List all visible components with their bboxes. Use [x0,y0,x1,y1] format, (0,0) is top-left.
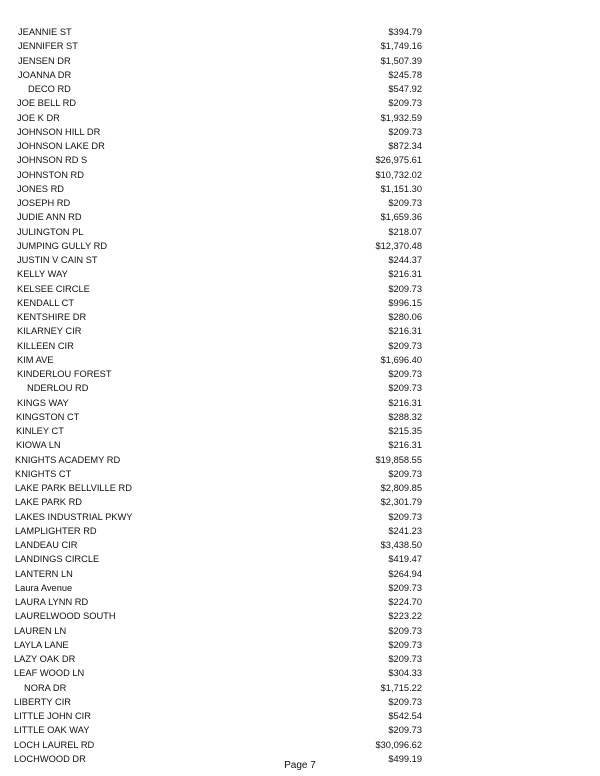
street-name: LAKE PARK RD [15,497,82,508]
street-name: KNIGHTS CT [15,468,72,479]
street-name: LAKE PARK BELLVILLE RD [15,483,132,493]
table-row [0,196,600,210]
amount-value: $1,715.22 [380,682,422,693]
table-row [0,695,600,709]
table-row [0,495,600,509]
amount-value: $209.73 [388,126,422,137]
street-name: LITTLE OAK WAY [14,725,90,736]
street-name: JOE BELL RD [17,98,77,109]
table-row [0,453,600,467]
amount-value: $209.73 [388,283,422,294]
amount-value: $245.78 [388,69,422,80]
table-row [0,54,600,68]
street-name: LAKES INDUSTRIAL PKWY [15,511,133,522]
amount-value: $1,749.16 [380,41,422,52]
table-row [0,367,600,381]
street-name: LANDINGS CIRCLE [15,554,100,565]
street-name: JENNIFER ST [18,41,78,52]
street-name: KELSEE CIRCLE [17,283,90,294]
table-row [0,267,600,281]
table-row [0,111,600,125]
street-name: LANDEAU CIR [15,540,78,550]
table-row [0,96,600,110]
table-row [0,324,600,338]
street-name: DECO RD [28,84,71,94]
table-row [0,82,600,96]
street-name: LAMPLIGHTER RD [15,525,97,536]
table-row [0,481,600,495]
amount-value: $10,732.02 [375,169,422,180]
street-name: JOHNSON RD S [17,155,88,166]
table-row [0,738,600,752]
table-row [0,709,600,723]
table-row [0,424,600,438]
amount-value: $209.73 [388,340,422,351]
street-name: JENSEN DR [18,55,71,66]
table-row [0,652,600,666]
table-row [0,638,600,652]
street-name: Laura Avenue [15,582,73,593]
table-row [0,39,600,53]
table-row [0,153,600,167]
table-row [0,68,600,82]
street-name: KELLY WAY [17,269,68,280]
street-name: KINLEY CT [16,426,64,436]
street-name: NDERLOU RD [27,383,89,394]
amount-value: $419.47 [388,554,422,565]
amount-value: $288.32 [388,411,422,422]
street-name: KILARNEY CIR [17,326,82,337]
street-name: JUSTIN V CAIN ST [17,255,98,265]
street-name: JOSEPH RD [17,198,71,208]
street-name: NORA DR [24,682,67,693]
amount-value: $215.35 [388,426,422,436]
table-row [0,410,600,424]
amount-value: $209.73 [388,654,422,664]
table-row [0,552,600,566]
street-name: LEAF WOOD LN [14,668,85,679]
table-row [0,310,600,324]
amount-value: $209.73 [388,468,422,479]
street-name: KILLEEN CIR [17,340,74,351]
table-row [0,339,600,353]
street-name: LIBERTY CIR [14,696,72,707]
amount-value: $224.70 [388,597,422,607]
amount-value: $209.73 [388,98,422,109]
street-name: LOCHWOOD DR [14,753,86,764]
table-row [0,239,600,253]
amount-value: $1,932.59 [380,112,422,123]
street-name: KINDERLOU FOREST [17,369,112,379]
amount-value: $209.73 [388,639,422,650]
table-row [0,25,600,39]
amount-value: $209.73 [388,198,422,208]
amount-value: $2,301.79 [380,497,422,508]
street-name: JOHNSTON RD [17,169,84,180]
table-row [0,524,600,538]
table-row [0,225,600,239]
table-row [0,353,600,367]
street-amount-list [0,25,600,766]
street-name: KIM AVE [17,354,54,365]
amount-value: $209.73 [388,582,422,593]
table-row [0,538,600,552]
table-row [0,438,600,452]
amount-value: $996.15 [388,297,422,308]
table-row [0,624,600,638]
amount-value: $241.23 [388,525,422,536]
amount-value: $1,507.39 [380,55,422,66]
amount-value: $280.06 [388,312,422,322]
table-row [0,210,600,224]
amount-value: $244.37 [388,255,422,265]
amount-value: $872.34 [388,141,422,151]
street-name: JOANNA DR [18,69,72,80]
page-number: Page 7 [284,760,316,771]
amount-value: $542.54 [388,711,422,721]
amount-value: $19,858.55 [375,454,422,465]
amount-value: $26,975.61 [375,155,422,166]
amount-value: $30,096.62 [375,739,422,750]
street-name: LAUREN LN [14,625,67,636]
street-name: LAURELWOOD SOUTH [15,611,116,622]
street-name: JUMPING GULLY RD [17,240,108,251]
amount-value: $209.73 [388,511,422,522]
amount-value: $216.31 [388,269,422,280]
street-name: KNIGHTS ACADEMY RD [15,454,121,465]
table-row [0,182,600,196]
table-row [0,282,600,296]
amount-value: $218.07 [388,226,422,237]
table-row [0,723,600,737]
street-name: LAURA LYNN RD [15,597,89,607]
amount-value: $264.94 [388,568,422,579]
table-row [0,125,600,139]
table-row [0,396,600,410]
amount-value: $216.31 [388,397,422,408]
street-name: JUDIE ANN RD [17,212,82,223]
table-row [0,168,600,182]
street-name: KENTSHIRE DR [17,312,87,322]
street-name: KENDALL CT [17,297,75,308]
amount-value: $1,696.40 [380,354,422,365]
street-name: JOE K DR [17,112,60,123]
amount-value: $2,809.85 [380,483,422,493]
amount-value: $547.92 [388,84,422,94]
street-name: KINGSTON CT [16,411,80,422]
amount-value: $209.73 [388,625,422,636]
street-name: JULINGTON PL [17,226,84,237]
street-name: LITTLE JOHN CIR [14,711,91,721]
street-name: JONES RD [17,183,65,194]
street-name: LAZY OAK DR [14,654,76,664]
amount-value: $216.31 [388,326,422,337]
amount-value: $209.73 [388,725,422,736]
amount-value: $209.73 [388,383,422,394]
table-row [0,253,600,267]
amount-value: $499.19 [388,753,422,764]
table-row [0,467,600,481]
amount-value: $1,151.30 [380,183,422,194]
amount-value: $223.22 [388,611,422,622]
amount-value: $209.73 [388,696,422,707]
street-name: LOCH LAUREL RD [14,739,95,750]
table-row [0,666,600,680]
street-name: JOHNSON LAKE DR [17,141,105,151]
street-name: KINGS WAY [17,397,69,408]
amount-value: $3,438.50 [380,540,422,550]
table-row [0,681,600,695]
street-name: JOHNSON HILL DR [17,126,101,137]
amount-value: $209.73 [388,369,422,379]
amount-value: $394.79 [388,27,422,37]
table-row [0,609,600,623]
table-row [0,139,600,153]
street-name: LAYLA LANE [14,639,69,650]
amount-value: $12,370.48 [375,240,422,251]
table-row [0,595,600,609]
table-row [0,567,600,581]
amount-value: $1,659.36 [380,212,422,223]
street-name: JEANNIE ST [18,27,72,37]
amount-value: $216.31 [388,440,422,451]
table-row [0,296,600,310]
table-row [0,381,600,395]
street-name: LANTERN LN [15,568,73,579]
amount-value: $304.33 [388,668,422,679]
table-row [0,510,600,524]
table-row [0,581,600,595]
street-name: KIOWA LN [16,440,61,451]
